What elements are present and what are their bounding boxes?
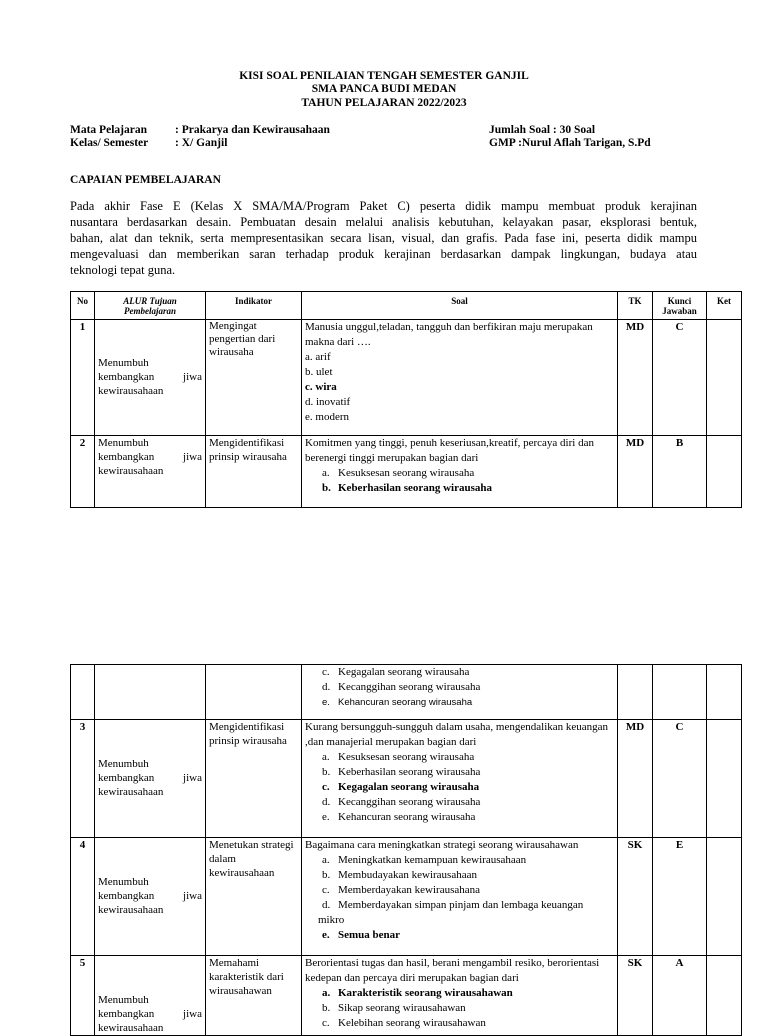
- ket-cell: [707, 665, 742, 720]
- row-number: 1: [71, 320, 95, 436]
- option-text: Kehancuran seorang wirausaha: [338, 811, 476, 823]
- option-letter: c.: [322, 884, 330, 896]
- capaian-line: Pada akhir Fase E (Kelas X SMA/MA/Program Paket C) peserta didik mampu membuat produk kerajinan: [70, 199, 697, 213]
- option-b: [305, 1001, 614, 1016]
- option-letter: c.: [322, 781, 330, 793]
- option-letter: e.: [322, 811, 330, 823]
- alur-line: kewirausahaan: [98, 904, 164, 916]
- kunci-cell: [653, 665, 707, 720]
- option-text: Kecanggihan seorang wirausaha: [338, 681, 481, 693]
- alur-line: kewirausahaan: [98, 786, 164, 798]
- alur-cell: [95, 838, 206, 956]
- option-letter: c.: [322, 666, 330, 678]
- soal-cell: [302, 838, 618, 956]
- option-text: Keberhasilan seorang wirausaha: [338, 766, 481, 778]
- school-name: SMA PANCA BUDI MEDAN: [311, 83, 457, 95]
- question-text: Berorientasi tugas dan hasil, berani mengambil resiko, berorientasi kedepan dan percaya diri merupakan bagian dari: [305, 957, 600, 984]
- academic-year: TAHUN PELAJARAN 2022/2023: [301, 97, 467, 109]
- option-letter: d.: [322, 796, 331, 808]
- option-text: Memberdayakan simpan pinjam dan lembaga keuangan: [338, 899, 584, 911]
- kelas-label: Kelas/ Semester: [70, 137, 149, 149]
- question-text: Komitmen yang tinggi, penuh keseriusan,kreatif, percaya diri dan berenergi tinggi merupakan bagian dari: [305, 437, 594, 464]
- option-letter: a.: [322, 987, 331, 999]
- option-a: [305, 853, 614, 868]
- kisi-table-part2: [70, 664, 742, 1036]
- option-d: [305, 680, 614, 695]
- option-text: Memberdayakan kewirausahana: [338, 884, 481, 896]
- alur-cell: [95, 720, 206, 838]
- option-text: Kesuksesan seorang wirausaha: [338, 751, 475, 763]
- soal-cell: [302, 320, 618, 436]
- option-c-answer: c. wira: [305, 381, 337, 393]
- tk-cell: MD: [618, 436, 653, 508]
- option-c-answer: [305, 780, 614, 795]
- capaian-paragraph: [70, 198, 697, 278]
- option-letter: a.: [322, 467, 330, 479]
- row-number: 4: [71, 838, 95, 956]
- kunci-cell: E: [653, 838, 707, 956]
- option-a: a. arif: [305, 351, 331, 363]
- question-text: Manusia unggul,teladan, tangguh dan berfikiran maju merupakan makna dari ….: [305, 321, 593, 348]
- question-text: Bagaimana cara meningkatkan strategi seorang wirausahawan: [305, 839, 579, 851]
- mapel-label: Mata Pelajaran: [70, 124, 147, 136]
- jumlah-soal: Jumlah Soal : 30 Soal: [489, 124, 596, 136]
- option-letter: a.: [322, 751, 330, 763]
- option-b: [305, 765, 614, 780]
- option-text: Sikap seorang wirausahawan: [338, 1002, 466, 1014]
- header-alur-line1: ALUR Tujuan: [123, 296, 177, 306]
- row-number: 3: [71, 720, 95, 838]
- option-text: Kelebihan seorang wirausahawan: [338, 1017, 486, 1029]
- table-row: [71, 720, 742, 838]
- option-letter: e.: [322, 929, 330, 941]
- row-number: 5: [71, 956, 95, 1036]
- option-e-answer: [305, 928, 614, 943]
- soal-cell: [302, 720, 618, 838]
- table-row: [71, 436, 742, 508]
- kunci-cell: C: [653, 320, 707, 436]
- option-e: [305, 810, 614, 825]
- row-number: 2: [71, 436, 95, 508]
- option-letter: d.: [322, 681, 331, 693]
- option-letter: d.: [322, 899, 331, 911]
- indikator-cell: Mengingat pengertian dari wirausaha: [206, 320, 302, 436]
- option-b: b. ulet: [305, 366, 333, 378]
- ket-cell: [707, 320, 742, 436]
- option-d-continued: mikro: [318, 914, 345, 926]
- tk-cell: MD: [618, 320, 653, 436]
- kunci-cell: A: [653, 956, 707, 1036]
- option-letter: c.: [322, 1017, 330, 1029]
- option-text: Kehancuran seorang wirausaha: [338, 697, 473, 708]
- header-kunci-line2: Jawaban: [662, 306, 697, 316]
- table-row-continued: [71, 665, 742, 720]
- gmp-teacher: GMP :Nurul Aflah Tarigan, S.Pd: [489, 137, 651, 149]
- alur-line: kembangkan jiwa: [98, 1008, 202, 1020]
- header-no: No: [71, 292, 95, 320]
- table-header-row: [71, 292, 742, 320]
- option-d: [305, 898, 614, 913]
- tk-cell: SK: [618, 956, 653, 1036]
- ket-cell: [707, 436, 742, 508]
- option-c: [305, 883, 614, 898]
- capaian-line: bahan, alat dan teknik, serta mempresentasikan secara lisan, visual, dan grafis. Pada fase ini, peserta didik mampu: [70, 231, 697, 245]
- capaian-title: CAPAIAN PEMBELAJARAN: [70, 174, 221, 186]
- option-text: Kegagalan seorang wirausaha: [338, 666, 470, 678]
- tk-cell: SK: [618, 838, 653, 956]
- option-a-answer: [305, 986, 614, 1001]
- ket-cell: [707, 838, 742, 956]
- indikator-cell: Menetukan strategi dalam kewirausahaan: [206, 838, 302, 956]
- option-b-answer: [305, 481, 614, 496]
- header-alur-line2: Pembelajaran: [124, 306, 176, 316]
- option-e: e. modern: [305, 411, 349, 423]
- alur-line: kembangkan jiwa: [98, 772, 202, 784]
- capaian-line: mengevaluasi dan memberikan saran terhadap produk kerajinan berdasarkan dampak lingkungan, budaya atau: [70, 247, 697, 261]
- table-row: [71, 320, 742, 436]
- option-text: Kegagalan seorang wirausaha: [338, 781, 480, 793]
- capaian-line: teknologi tepat guna.: [70, 263, 176, 277]
- tk-cell: [618, 665, 653, 720]
- kelas-value: : X/ Ganjil: [175, 137, 228, 149]
- option-text: Semua benar: [338, 929, 401, 941]
- option-b: [305, 868, 614, 883]
- alur-cell: [95, 320, 206, 436]
- option-d: [305, 795, 614, 810]
- question-text: Kurang bersungguh-sungguh dalam usaha, mengendalikan keuangan ,dan manajerial merupakan bagian dari: [305, 721, 609, 748]
- kunci-cell: C: [653, 720, 707, 838]
- alur-line: kembangkan jiwa: [98, 451, 202, 463]
- header-ket: Ket: [707, 292, 742, 320]
- alur-line: kewirausahaan: [98, 385, 164, 397]
- table-row: [71, 838, 742, 956]
- option-text: Karakteristik seorang wirausahawan: [338, 987, 513, 999]
- header-indikator: Indikator: [206, 292, 302, 320]
- option-letter: e.: [322, 697, 330, 708]
- tk-cell: MD: [618, 720, 653, 838]
- option-text: Kesuksesan seorang wirausaha: [338, 467, 475, 479]
- alur-line: Menumbuh: [98, 994, 149, 1006]
- header-kunci-line1: Kunci: [667, 296, 692, 306]
- alur-line: kewirausahaan: [98, 1022, 164, 1034]
- doc-title-line1: KISI SOAL PENILAIAN TENGAH SEMESTER GANJIL: [239, 70, 529, 82]
- option-letter: b.: [322, 1002, 331, 1014]
- alur-line: Menumbuh: [98, 357, 149, 369]
- kunci-cell: B: [653, 436, 707, 508]
- option-a: [305, 466, 614, 481]
- alur-cell: [95, 665, 206, 720]
- option-e: [305, 695, 614, 710]
- row-number: [71, 665, 95, 720]
- option-letter: b.: [322, 482, 331, 494]
- soal-cell: [302, 665, 618, 720]
- indikator-cell: Memahami karakteristik dari wirausahawan: [206, 956, 302, 1036]
- alur-line: kewirausahaan: [98, 465, 164, 477]
- option-letter: a.: [322, 854, 330, 866]
- mapel-value: : Prakarya dan Kewirausahaan: [175, 124, 330, 136]
- option-text: Keberhasilan seorang wirausaha: [338, 482, 493, 494]
- soal-cell: [302, 436, 618, 508]
- header-kunci: [653, 292, 707, 320]
- option-text: Meningkatkan kemampuan kewirausahaan: [338, 854, 527, 866]
- option-letter: b.: [322, 869, 331, 881]
- option-c: [305, 665, 614, 680]
- kisi-table-part1: [70, 291, 742, 508]
- option-a: [305, 750, 614, 765]
- alur-cell: [95, 436, 206, 508]
- indikator-cell: [206, 665, 302, 720]
- alur-line: kembangkan jiwa: [98, 890, 202, 902]
- ket-cell: [707, 720, 742, 838]
- alur-line: Menumbuh: [98, 437, 149, 449]
- capaian-line: nusantara berdasarkan desain. Pembuatan desain melalui analisis kebutuhan, kelayakan pasar, eksplorasi bentuk,: [70, 215, 697, 229]
- option-d: d. inovatif: [305, 396, 351, 408]
- header-alur: [95, 292, 206, 320]
- indikator-cell: Mengidentifikasi prinsip wirausaha: [206, 436, 302, 508]
- alur-line: Menumbuh: [98, 876, 149, 888]
- alur-line: Menumbuh: [98, 758, 149, 770]
- option-letter: b.: [322, 766, 331, 778]
- alur-line: kembangkan jiwa: [98, 371, 202, 383]
- option-text: Kecanggihan seorang wirausaha: [338, 796, 481, 808]
- header-soal: Soal: [302, 292, 618, 320]
- option-text: Membudayakan kewirausahaan: [338, 869, 477, 881]
- indikator-cell: Mengidentifikasi prinsip wirausaha: [206, 720, 302, 838]
- header-tk: TK: [618, 292, 653, 320]
